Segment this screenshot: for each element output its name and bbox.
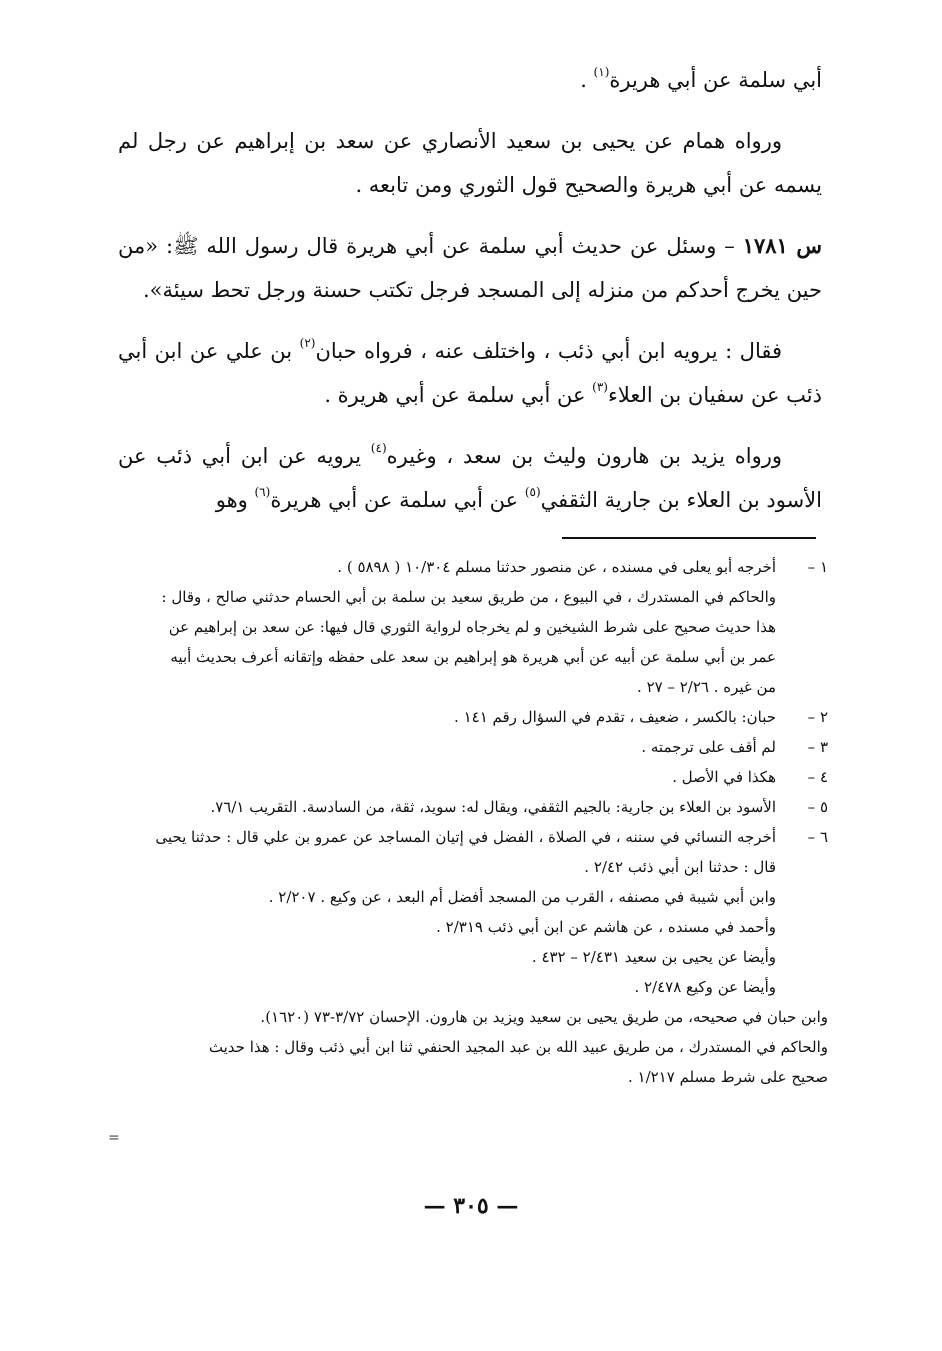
footnote-number: ١ – xyxy=(807,558,828,576)
footnote-number: ٦ – xyxy=(807,828,828,846)
footnote-4: ٤ – هكذا في الأصل . xyxy=(118,762,828,792)
question-1781 xyxy=(118,224,822,312)
footnote-ref[interactable]: (٥) xyxy=(524,485,541,499)
footnote-ref[interactable]: (٦) xyxy=(254,485,271,499)
paragraph-4: فقال : يرويه ابن أبي ذئب ، واختلف عنه ، فرواه حبان$^{(٢)}$ بن علي عن ابن أبي ذئب عن سفيان بن العلاء$^{(٣)}$ عن أبي سلمة عن أبي هريرة . xyxy=(118,336,822,407)
footnote-1-continuation: والحاكم في المستدرك ، في البيوع ، من طريق سعيد بن سلمة بن أبي الحسام حدثني صالح ، وقال : xyxy=(161,588,776,606)
footnote-separator xyxy=(562,537,816,539)
page-number: — ٣٠٥ — xyxy=(423,1193,519,1219)
margin-mark: = xyxy=(108,1130,120,1146)
footnote-number: ٢ – xyxy=(807,708,828,726)
footnote-ref[interactable]: (٣) xyxy=(592,380,608,394)
question-number: س ١٧٨١ xyxy=(742,233,822,258)
footnote-number: ٤ – xyxy=(807,768,828,786)
paragraph-5: ورواه يزيد بن هارون وليث بن سعد ، وغيره$^{(٤)}$ يرويه عن ابن أبي ذئب عن الأسود بن العلاء بن جارية الثقفي$^{(٥)}$ عن أبي سلمة عن أبي هريرة$^{(٦)}$ وهو xyxy=(118,441,822,512)
footnote-number: ٥ – xyxy=(807,798,828,816)
footnote-6: ٦ – أخرجه النسائي في سننه ، في الصلاة ، الفضل في إتيان المساجد عن عمرو بن علي قال : حدثنا يحيى قال : حدثنا ابن أبي ذئب ٢/٤٢ . وابن أبي شيبة في مصنفه ، القرب من المسجد أفضل أم البعد ، عن وكيع . ٢/٢٠٧ . وأحمد في مسنده ، عن هاشم عن ابن أبي ذئب ٢/٣١٩ . وأيضا عن يحيى بن سعيد ٢/٤٣١ – ٤٣٢ . وأيضا عن وكيع ٢/٤٧٨ . xyxy=(118,822,828,1002)
footnote-6-continuation: وابن حبان في صحيحه، من طريق يحيى بن سعيد ويزيد بن هارون. الإحسان ٣/٧٢-٧٣ (١٦٢٠). xyxy=(260,1008,828,1026)
question-text: – وسئل عن حديث أبي سلمة عن أبي هريرة قال رسول الله ﷺ: «من حين يخرج أحدكم من منزله إلى المسجد فرجل تكتب حسنة ورجل تحط سيئة». xyxy=(118,234,822,302)
footnotes: ١ – أخرجه أبو يعلى في مسنده ، عن منصور حدثنا مسلم ١٠/٣٠٤ ( ٥٨٩٨ ) . والحاكم في المستدرك ، في البيوع ، من طريق سعيد بن سلمة بن أبي الحسام حدثني صالح ، وقال : هذا حديث صحيح على شرط الشيخين و لم يخرجاه لرواية الثوري قال فيها: عن سعد بن إبراهيم عن عمر بن أبي سلمة عن أبيه عن أبي هريرة هو إبراهيم بن سعد على حفظه وإتقانه أعرف بحديث أبيه من غيره . ٢/٢٦ – ٢٧ . ٢ – حبان: بالكسر ، ضعيف ، تقدم في السؤال رقم ١٤١ . ٣ – لم أقف على ترجمته . ٤ – هكذا في الأصل . ٥ – الأسود بن العلاء بن جارية: بالجيم الثقفي، ويقال له: سويد، ثقة، من السادسة. التقريب ٧٦/١. ٦ – أخرجه النسائي في سننه ، في الصلاة ، الفضل في إتيان المساجد عن عمرو بن علي قال : حدثنا يحيى قال : حدثنا ابن أبي ذئب ٢/٤٢ . وابن أبي شيبة في مصنفه ، القرب من المسجد أفضل أم البعد ، عن وكيع . ٢/٢٠٧ . وأحمد في مسنده ، عن هاشم عن ابن أبي ذئب ٢/٣١٩ . وأيضا عن يحيى بن سعيد ٢/٤٣١ – ٤٣٢ . وأيضا عن وكيع ٢/٤٧٨ . وابن حبان في صحيحه، من طريق يحيى بن سعيد ويزيد بن هارون. الإحسان ٣/٧٢-٧٣ (١٦٢٠). والحاكم في المستدرك ، من طريق عبيد الله بن عبد المجيد الحنفي ثنا ابن أبي ذئب وقال : هذا حديث صحيح على شرط مسلم ١/٢١٧ . xyxy=(118,552,828,1092)
footnote-number: ٣ – xyxy=(807,738,828,756)
footnote-5: ٥ – الأسود بن العلاء بن جارية: بالجيم الثقفي، ويقال له: سويد، ثقة، من السادسة. التقريب ٧٦/١. xyxy=(118,792,828,822)
footnote-ref[interactable]: (٢) xyxy=(299,336,316,350)
footnote-ref[interactable]: (٤) xyxy=(370,441,387,455)
main-text xyxy=(118,58,822,539)
paragraph-2: ورواه همام عن يحيى بن سعيد الأنصاري عن سعد بن إبراهيم عن رجل لم يسمه عن أبي هريرة والصحيح قول الثوري ومن تابعه . xyxy=(118,129,822,197)
footnote-2: ٢ – حبان: بالكسر ، ضعيف ، تقدم في السؤال رقم ١٤١ . xyxy=(118,702,828,732)
footnote-ref[interactable]: (١) xyxy=(593,65,610,79)
footnote-1: ١ – أخرجه أبو يعلى في مسنده ، عن منصور حدثنا مسلم ١٠/٣٠٤ ( ٥٨٩٨ ) . xyxy=(118,552,828,582)
footnote-3: ٣ – لم أقف على ترجمته . xyxy=(118,732,828,762)
paragraph-1: أبي سلمة عن أبي هريرة$^{(١)}$ . xyxy=(580,65,822,92)
